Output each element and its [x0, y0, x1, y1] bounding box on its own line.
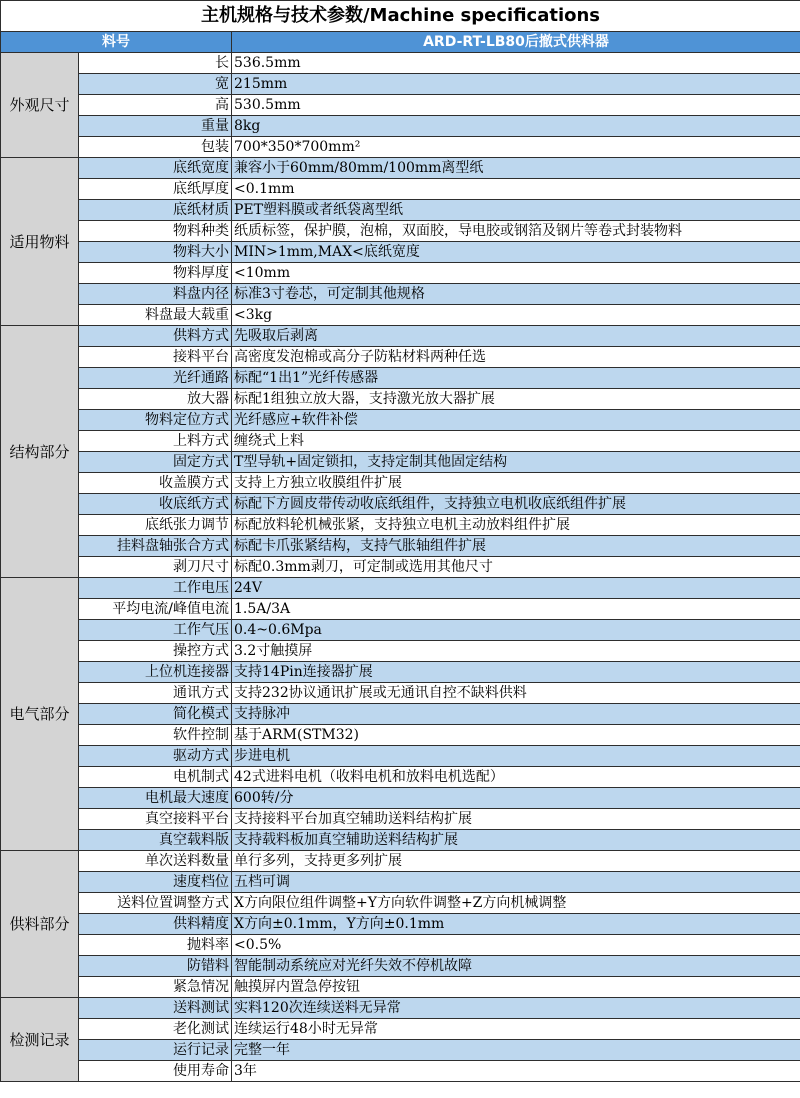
table-row	[1, 389, 800, 410]
section-name: 供料部分	[1, 851, 79, 998]
spec-value: <3kg	[232, 305, 800, 326]
spec-label: 收盖膜方式	[79, 473, 232, 494]
spec-label: 物料定位方式	[79, 410, 232, 431]
spec-value: 支持232协议通讯扩展或无通讯自控不缺料供料	[232, 683, 800, 704]
spec-label: 运行记录	[79, 1040, 232, 1061]
spec-value: 先吸取后剥离	[232, 326, 800, 347]
spec-label: 操控方式	[79, 641, 232, 662]
table-row	[1, 158, 800, 179]
spec-label: 光纤通路	[79, 368, 232, 389]
table-row	[1, 935, 800, 956]
spec-label: 宽	[79, 74, 232, 95]
spec-label: 接料平台	[79, 347, 232, 368]
spec-label: 送料位置调整方式	[79, 893, 232, 914]
spec-value: T型导轨+固定锁扣，支持定制其他固定结构	[232, 452, 800, 473]
table-row	[1, 851, 800, 872]
table-row	[1, 263, 800, 284]
spec-label: 送料测试	[79, 998, 232, 1019]
spec-label: 抛料率	[79, 935, 232, 956]
spec-label: 软件控制	[79, 725, 232, 746]
spec-value: 530.5mm	[232, 95, 800, 116]
spec-value: 智能制动系统应对光纤失效不停机故障	[232, 956, 800, 977]
spec-value: 标配0.3mm剥刀，可定制或选用其他尺寸	[232, 557, 800, 578]
table-row	[1, 74, 800, 95]
spec-label: 上料方式	[79, 431, 232, 452]
table-row	[1, 137, 800, 158]
spec-label: 紧急情况	[79, 977, 232, 998]
spec-value: 0.4~0.6Mpa	[232, 620, 800, 641]
spec-value: 支持载料板加真空辅助送料结构扩展	[232, 830, 800, 851]
table-row	[1, 200, 800, 221]
spec-value: 基于ARM(STM32)	[232, 725, 800, 746]
spec-value: X方向±0.1mm，Y方向±0.1mm	[232, 914, 800, 935]
spec-value: 42式进料电机（收料电机和放料电机选配）	[232, 767, 800, 788]
spec-value: 支持脉冲	[232, 704, 800, 725]
spec-label: 挂料盘轴张合方式	[79, 536, 232, 557]
table-row	[1, 872, 800, 893]
spec-value: 1.5A/3A	[232, 599, 800, 620]
spec-table-body	[1, 1, 800, 1082]
spec-label: 电机最大速度	[79, 788, 232, 809]
table-row	[1, 557, 800, 578]
header-part-number-label: 料号	[1, 32, 232, 53]
table-row	[1, 326, 800, 347]
spec-value: 步进电机	[232, 746, 800, 767]
spec-label: 老化测试	[79, 1019, 232, 1040]
table-row	[1, 305, 800, 326]
spec-value: 标准3寸卷芯，可定制其他规格	[232, 284, 800, 305]
table-row	[1, 410, 800, 431]
spec-value: 支持14Pin连接器扩展	[232, 662, 800, 683]
spec-value: 兼容小于60mm/80mm/100mm离型纸	[232, 158, 800, 179]
table-row	[1, 452, 800, 473]
spec-label: 底纸宽度	[79, 158, 232, 179]
spec-value: 单行多列，支持更多列扩展	[232, 851, 800, 872]
spec-value: 高密度发泡棉或高分子防粘材料两种任选	[232, 347, 800, 368]
spec-label: 电机制式	[79, 767, 232, 788]
spec-value: 标配放料轮机械张紧，支持独立电机主动放料组件扩展	[232, 515, 800, 536]
header-part-number-value: ARD-RT-LB80后撤式供料器	[232, 32, 800, 53]
section-name: 检测记录	[1, 998, 79, 1082]
section-name: 结构部分	[1, 326, 79, 578]
table-row	[1, 998, 800, 1019]
spec-label: 供料方式	[79, 326, 232, 347]
table-row	[1, 515, 800, 536]
spec-value: 触摸屏内置急停按钮	[232, 977, 800, 998]
table-row	[1, 1019, 800, 1040]
spec-value: 支持接料平台加真空辅助送料结构扩展	[232, 809, 800, 830]
table-row	[1, 914, 800, 935]
section-name: 适用物料	[1, 158, 79, 326]
spec-value: 光纤感应+软件补偿	[232, 410, 800, 431]
spec-label: 速度档位	[79, 872, 232, 893]
table-row	[1, 95, 800, 116]
spec-label: 料盘最大载重	[79, 305, 232, 326]
spec-label: 物料厚度	[79, 263, 232, 284]
spec-value: <10mm	[232, 263, 800, 284]
spec-value: 标配“1出1”光纤传感器	[232, 368, 800, 389]
table-row	[1, 284, 800, 305]
spec-label: 平均电流/峰值电流	[79, 599, 232, 620]
spec-value: 标配下方圆皮带传动收底纸组件，支持独立电机收底纸组件扩展	[232, 494, 800, 515]
table-row	[1, 431, 800, 452]
table-row	[1, 620, 800, 641]
spec-label: 防错料	[79, 956, 232, 977]
table-row	[1, 725, 800, 746]
table-row	[1, 788, 800, 809]
table-row	[1, 473, 800, 494]
table-row	[1, 494, 800, 515]
table-row	[1, 893, 800, 914]
spec-label: 工作电压	[79, 578, 232, 599]
spec-value: 700*350*700mm²	[232, 137, 800, 158]
table-row	[1, 1040, 800, 1061]
table-row	[1, 641, 800, 662]
spec-value: 3年	[232, 1061, 800, 1082]
table-row	[1, 347, 800, 368]
spec-label: 料盘内径	[79, 284, 232, 305]
table-row	[1, 809, 800, 830]
spec-label: 长	[79, 53, 232, 74]
spec-label: 底纸材质	[79, 200, 232, 221]
spec-value: 完整一年	[232, 1040, 800, 1061]
table-row	[1, 221, 800, 242]
spec-value: 536.5mm	[232, 53, 800, 74]
spec-label: 真空载料版	[79, 830, 232, 851]
spec-value: 3.2寸触摸屏	[232, 641, 800, 662]
spec-label: 通讯方式	[79, 683, 232, 704]
table-row	[1, 830, 800, 851]
table-row	[1, 242, 800, 263]
spec-value: 实料120次连续送料无异常	[232, 998, 800, 1019]
spec-label: 真空接料平台	[79, 809, 232, 830]
spec-value: 24V	[232, 578, 800, 599]
spec-label: 高	[79, 95, 232, 116]
spec-label: 底纸张力调节	[79, 515, 232, 536]
spec-value: 标配1组独立放大器，支持激光放大器扩展	[232, 389, 800, 410]
spec-label: 放大器	[79, 389, 232, 410]
spec-value: 支持上方独立收膜组件扩展	[232, 473, 800, 494]
spec-label: 物料种类	[79, 221, 232, 242]
table-row	[1, 536, 800, 557]
table-row	[1, 956, 800, 977]
spec-label: 使用寿命	[79, 1061, 232, 1082]
spec-value: 215mm	[232, 74, 800, 95]
spec-value: 8kg	[232, 116, 800, 137]
spec-value: <0.5%	[232, 935, 800, 956]
spec-value: 标配卡爪张紧结构，支持气胀轴组件扩展	[232, 536, 800, 557]
section-name: 外观尺寸	[1, 53, 79, 158]
spec-label: 收底纸方式	[79, 494, 232, 515]
spec-label: 固定方式	[79, 452, 232, 473]
section-name: 电气部分	[1, 578, 79, 851]
table-row	[1, 368, 800, 389]
table-row	[1, 746, 800, 767]
spec-label: 物料大小	[79, 242, 232, 263]
table-row	[1, 116, 800, 137]
table-row	[1, 662, 800, 683]
spec-label: 驱动方式	[79, 746, 232, 767]
table-row	[1, 578, 800, 599]
table-row	[1, 683, 800, 704]
table-row	[1, 1061, 800, 1082]
table-row	[1, 977, 800, 998]
spec-value: PET塑料膜或者纸袋离型纸	[232, 200, 800, 221]
table-row	[1, 179, 800, 200]
spec-value: <0.1mm	[232, 179, 800, 200]
spec-label: 供料精度	[79, 914, 232, 935]
table-row	[1, 704, 800, 725]
spec-value: 600转/分	[232, 788, 800, 809]
spec-value: 五档可调	[232, 872, 800, 893]
table-title: 主机规格与技术参数/Machine specifications	[1, 1, 800, 32]
spec-label: 重量	[79, 116, 232, 137]
spec-label: 工作气压	[79, 620, 232, 641]
spec-value: X方向限位组件调整+Y方向软件调整+Z方向机械调整	[232, 893, 800, 914]
spec-label: 剥刀尺寸	[79, 557, 232, 578]
spec-label: 简化模式	[79, 704, 232, 725]
spec-value: MIN>1mm,MAX<底纸宽度	[232, 242, 800, 263]
spec-value: 连续运行48小时无异常	[232, 1019, 800, 1040]
table-row	[1, 599, 800, 620]
table-row	[1, 767, 800, 788]
spec-value: 纸质标签，保护膜，泡棉，双面胶，导电胶或钢箔及钢片等卷式封装物料	[232, 221, 800, 242]
spec-label: 底纸厚度	[79, 179, 232, 200]
header-row	[1, 32, 800, 53]
spec-label: 单次送料数量	[79, 851, 232, 872]
spec-value: 缠绕式上料	[232, 431, 800, 452]
spec-label: 上位机连接器	[79, 662, 232, 683]
title-row	[1, 1, 800, 32]
spec-label: 包装	[79, 137, 232, 158]
table-row	[1, 53, 800, 74]
